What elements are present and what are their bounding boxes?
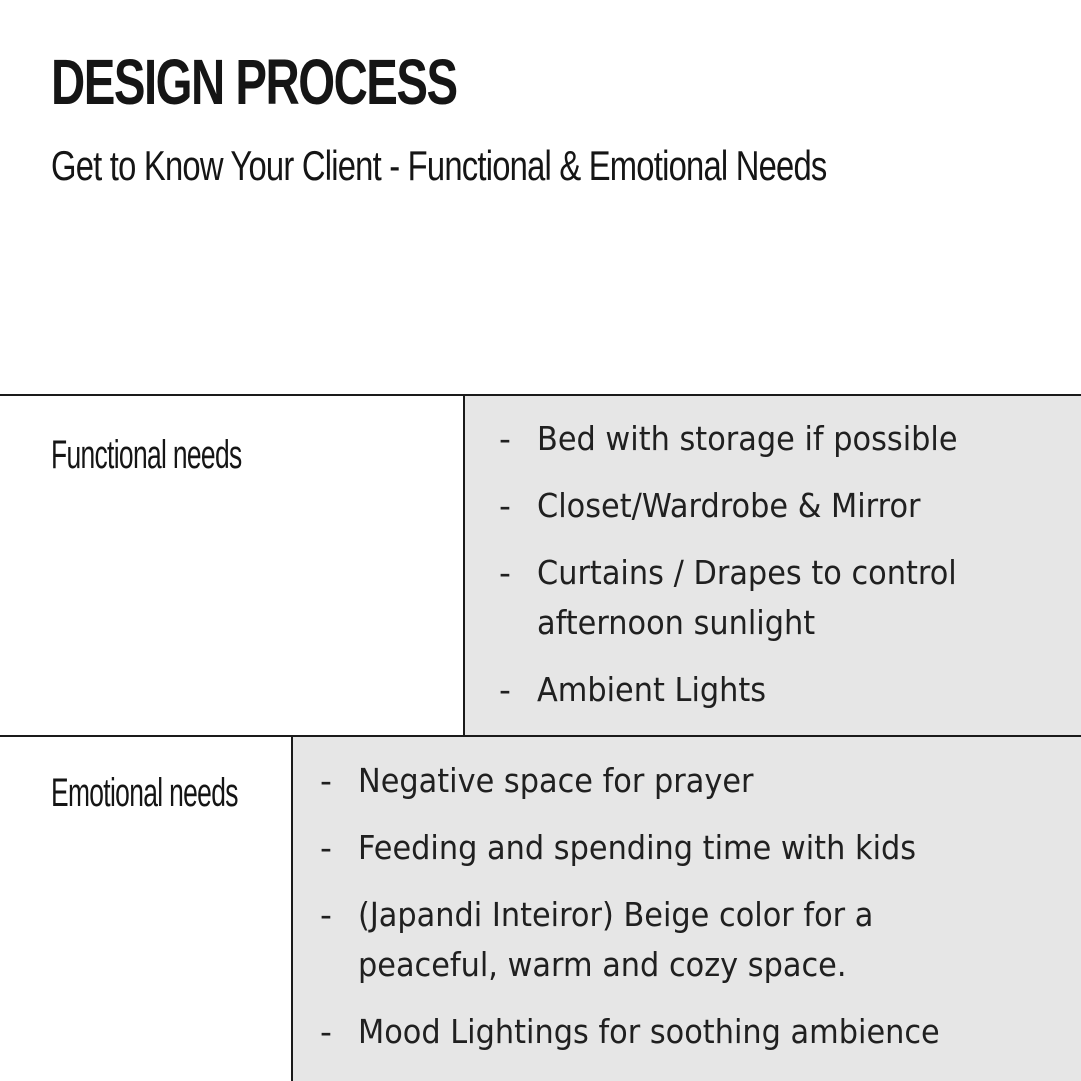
emotional-need-text: Mood Lightings for soothing ambience	[358, 1012, 940, 1051]
list-item	[499, 481, 1069, 531]
page-title: DESIGN PROCESS	[51, 46, 457, 118]
table-top-divider	[0, 394, 1081, 396]
functional-need-text: Closet/Wardrobe & Mirror	[537, 486, 921, 525]
list-item	[320, 756, 1070, 806]
emotional-needs-list	[320, 756, 1070, 1057]
emotional-need-text: (Japandi Inteiror) Beige color for a peaceful, warm and cozy space.	[358, 895, 874, 984]
list-item	[499, 665, 1069, 715]
functional-needs-list	[499, 414, 1069, 715]
page-subtitle: Get to Know Your Client - Functional & Emotional Needs	[51, 142, 827, 189]
emotional-column-divider	[291, 735, 293, 1081]
emotional-need-text: Negative space for prayer	[358, 761, 754, 800]
emotional-need-text: Feeding and spending time with kids	[358, 828, 917, 867]
functional-need-text: Bed with storage if possible	[537, 419, 958, 458]
list-item	[499, 548, 1069, 648]
list-item	[320, 823, 1070, 873]
functional-needs-label: Functional needs	[51, 433, 242, 477]
list-item	[320, 1007, 1070, 1057]
functional-need-text: Ambient Lights	[537, 670, 767, 709]
table-middle-divider	[0, 735, 1081, 737]
functional-column-divider	[463, 394, 465, 737]
functional-need-text: Curtains / Drapes to control afternoon sunlight	[537, 553, 957, 642]
list-item	[499, 414, 1069, 464]
list-item	[320, 890, 1070, 990]
emotional-needs-label: Emotional needs	[51, 771, 238, 815]
